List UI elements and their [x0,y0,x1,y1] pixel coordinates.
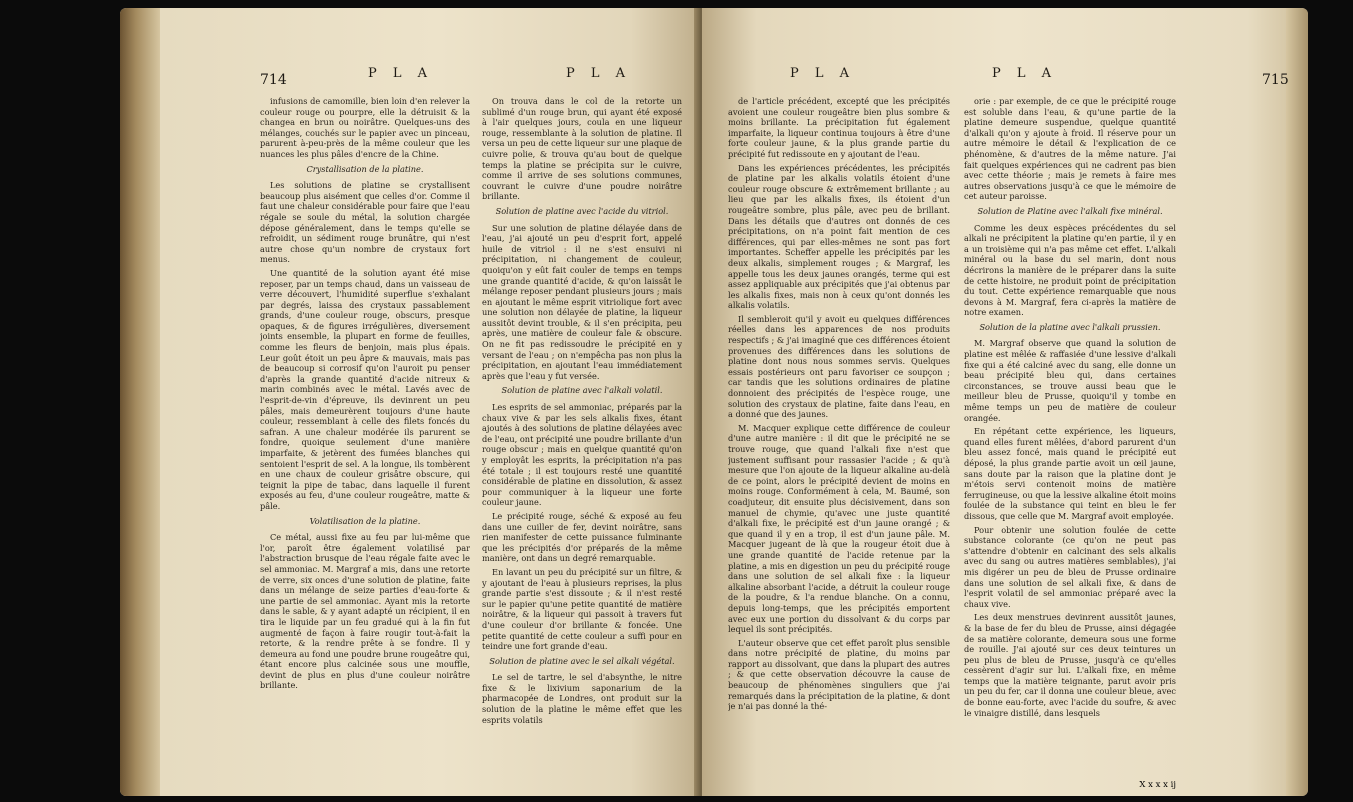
paragraph: M. Macquer explique cette différence de couleur d'une autre manière : il dit que le précipité ne se trouve rouge, que quand l'alkali fixe n'est que justement suffisant pour rassasier l'acide ; & qu'à mesure que l'on ajoute de la liqueur alkaline au-delà de ce point, alors le précipité devient de moins en moins rouge. Conformément à cela, M. Baumé, son coadjuteur, dit ensuite plus décisivement, dans son manuel de chymie, qu'avec une juste quantité d'alkali fixe, le précipité est d'un jaune orangé ; & que quand il y en a trop, il est d'un jaune pâle. M. Macquer jugeant de là que la rougeur étoit due à une grande quantité de l'acide retenue par la platine, a mis en digestion un peu du précipité rouge dans une solution de sel alkali fixe : la liqueur alkaline absorbant l'acide, a détruit la couleur rouge de la poudre, & l'a rendue blanche. On a connu, depuis long-temps, que les précipités emportent avec eux une portion du dissolvant & du corps par lequel ils sont précipités. [728,422,950,635]
left-page-edge [120,8,160,796]
open-book [120,8,1308,796]
right-page-column-2 [964,96,1176,772]
paragraph: Il sembleroit qu'il y avoit eu quelques différences réelles dans les apparences de nos produits respectifs ; & j'ai imaginé que ces différences étoient provenues des différences dans les solutions de platine dont nous nous sommes servis. Quelques essais postérieurs ont paru favoriser ce soupçon ; car tandis que les solutions ordinaires de platine donnoient des précipités de l'espèce rouge, une solution des crystaux de platine, faite dans l'eau, en a donné que des jaunes. [728,313,950,420]
section-heading: Solution de platine avec le sel alkali végétal. [489,655,675,666]
running-header-left-2: P L A [566,66,632,81]
paragraph: M. Margraf observe que quand la solution de platine est mêlée & raffasiée d'une lessive d'alkali fixe qui a été calciné avec du sang, elle donne un beau précipité bleu qui, dans certaines circonstances, se trouve aussi beau que le meilleur bleu de Prusse, quoiqu'il y tombe en même temps un peu de matière de couleur orangée. [964,338,1176,423]
paragraph: Le sel de tartre, le sel d'absynthe, le nitre fixe & le lixivium saponarium de la pharmacopée de Londres, ont produit sur la solution de la platine le même effet que les esprits volatils [482,672,682,725]
running-header-left-1: P L A [368,66,434,81]
signature-mark: X x x x ij [1139,780,1176,790]
left-page [120,8,700,796]
running-header-right-1: P L A [790,66,856,81]
paragraph: Ce métal, aussi fixe au feu par lui-même que l'or, paroît être également volatilisé par l'abstraction brusque de l'eau régale faite avec le sel ammoniac. M. Margraf a mis, dans une retorte de verre, six onces d'une solution de platine, faite dans un mélange de seize parties d'eau-forte & une partie de sel ammoniac. Ayant mis la retorte dans le sable, & y ayant adapté un récipient, il en tira le liquide par un feu gradué qui à la fin fut augmenté de façon à faire rougir tout-à-fait la retorte, & la rendre prête à se fondre. Il y demeura au fond une poudre brune rougeâtre qui, étant encore plus calcinée sous une mouffle, devint de plus en plus d'une couleur noirâtre brillante. [260,532,470,691]
left-page-column-2 [482,96,682,786]
paragraph: En répétant cette expérience, les liqueurs, quand elles furent mêlées, d'abord parurent d'un bleu assez foncé, mais quand le précipité eut déposé, la plus grande partie avoit un œil jaune, sans doute par la raison que la platine dont je m'étois servi contenoit moins de matière ferrugineuse, ou que la lessive alkaline étoit moins foulée de la substance qui teint en bleu le fer dissous, que celle que M. Margraf avoit employée. [964,426,1176,521]
paragraph: de l'article précédent, excepté que les précipités avoient une couleur rougeâtre bien plus sombre & moins brillante. La précipitation fut également imparfaite, la liqueur continua toujours à être d'une forte couleur jaune, & la plus grande partie du précipité fut redissoute en y ajoutant de l'eau. [728,96,950,159]
paragraph: infusions de camomille, bien loin d'en relever la couleur rouge ou pourpre, elle la détruisit & la changea en brun ou noirâtre. Quelques-uns des mélanges, couchés sur le papier avec un pinceau, parurent à-peu-près de la même couleur que les nuances les plus pâles d'encre de la Chine. [260,96,470,159]
right-page [702,8,1308,796]
right-page-column-1 [728,96,950,786]
paragraph: Dans les expériences précédentes, les précipités de platine par les alkalis volatils étoient d'une couleur rouge obscure & extrêmement brillante ; au lieu que par les alkalis fixes, ils étoient d'un rougeâtre sombre, plus pâle, avec peu de brillant. Dans les détails que d'autres ont donnés de ces précipitations, on n'a point fait mention de ces différences, qui par elles-mêmes ne sont pas fort importantes. Scheffer appelle les précipités par les deux alkalis, simplement rouges ; & Margraf, les appelle tous les deux jaunes orangés, terme qui est assez appliquable aux précipités que j'ai obtenus par les alkalis fixes, mais non à ceux qu'ont donnés les alkalis volatils. [728,162,950,311]
right-page-edge [1286,8,1308,796]
section-heading: Solution de platine avec l'acide du vitriol. [495,205,669,216]
paragraph: En lavant un peu du précipité sur un filtre, & y ajoutant de l'eau à plusieurs reprises, la plus grande partie s'est dissoute ; & il n'est resté sur le papier qu'une petite quantité de matière noirâtre, & la liqueur qui passoit à travers fut d'une couleur d'or brillante & foncée. Une petite quantité de cette couleur a suffi pour en teindre une fort grande d'eau. [482,566,682,652]
paragraph: Les solutions de platine se crystallisent beaucoup plus aisément que celles d'or. Comme il faut une chaleur considérable pour faire que l'eau régale se soule du métal, la solution chargée dépose généralement, dans le temps qu'elle se refroidit, un sédiment rouge brunâtre, qui n'est autre chose qu'un nombre de crystaux fort menus. [260,180,470,265]
section-heading: Solution de la platine avec l'alkali prussien. [979,321,1161,332]
paragraph: On trouva dans le col de la retorte un sublimé d'un rouge brun, qui ayant été exposé à l'air quelques jours, coula en une liqueur rouge, ressemblante à la solution de platine. Il versa un peu de cette liqueur sur une plaque de cuivre polie, & trouva qu'au bout de quelque temps la platine se précipita sur le cuivre, comme il arrive de ses solutions communes, couvrant le cuivre d'une poudre noirâtre brillante. [482,96,682,202]
paragraph: L'auteur observe que cet effet paroît plus sensible dans notre précipité de platine, du moins par rapport au dissolvant, que dans la plupart des autres ; & que cette observation découvre la cause de beaucoup de phénomènes singuliers que j'ai remarqués dans la précipitation de la platine, & dont je n'ai pas donné la thé- [728,637,950,712]
page-number-right: 715 [1262,72,1289,88]
paragraph: Comme les deux espèces précédentes du sel alkali ne précipitent la platine qu'en partie, il y en a un troisième qui n'a pas même cet effet. L'alkali minéral ou la base du sel marin, dont nous décrirons la manière de le préparer dans la suite de cette histoire, ne produit point de précipitation du tout. Cette expérience remarquable que nous devons à M. Margraf, fera ci-après la matière de notre examen. [964,222,1176,318]
paragraph: Les esprits de sel ammoniac, préparés par la chaux vive & par les sels alkalis fixes, étant ajoutés à des solutions de platine délayées avec de l'eau, ont précipité une poudre brillante d'un rouge obscur ; mais en quelque quantité qu'on y employât les esprits, la précipitation n'a pas été totale ; il est toujours resté une quantité considérable de platine en dissolution, & assez pour communiquer à la liqueur une forte couleur jaune. [482,402,682,508]
running-header-right-2: P L A [992,66,1058,81]
paragraph: orie : par exemple, de ce que le précipité rouge est soluble dans l'eau, & qu'une partie de la platine demeure suspendue, quelque quantité d'alkali qu'on y ajoute à froid. Il réserve pour un autre mémoire le détail & l'explication de ce phénomène, & d'autres de la même nature. J'ai fait quelques expériences qui ne cadrent pas bien avec cette théorie ; mais je remets à faire mes autres observations jusqu'à ce que le mémoire de cet auteur paroisse. [964,96,1176,202]
section-heading: Volatilisation de la platine. [309,515,421,526]
section-heading: Solution de Platine avec l'alkali fixe minéral. [977,205,1163,216]
paragraph: Une quantité de la solution ayant été mise reposer, par un temps chaud, dans un vaisseau de verre découvert, l'humidité superflue s'exhalant par degrés, laissa des crystaux passablement grands, d'une couleur rouge, obscurs, presque opaques, & de figures irrégulières, diversement joints ensemble, la plupart en forme de feuilles, comme les fleurs de benjoin, mais plus épais. Leur goût étoit un peu âpre & mauvais, mais pas de beaucoup si corrosif qu'on l'auroit pu penser d'après la grande quantité d'acide nitreux & marin combinés avec le métal. Lavés avec de l'esprit-de-vin d'épreuve, ils devinrent un peu pâles, mais demeurèrent toujours d'une haute couleur, ressemblant à celle des filets foncés du safran. A une chaleur modérée ils parurent se fondre, quoique seulement d'une manière imparfaite, & jetèrent des fumées blanches qui sentoient l'esprit de sel. A la longue, ils tombèrent en une chaux de couleur grisâtre obscure, qui teignit la pipe de tabac, dans laquelle il furent exposés au feu, d'une couleur rougeâtre, matte & pâle. [260,267,470,511]
paragraph: Les deux menstrues devinrent aussitôt jaunes, & la base de fer du bleu de Prusse, ainsi dégagée de sa matière colorante, demeura sous une forme de rouille. J'ai ajouté sur ces deux teintures un peu plus de bleu de Prusse, jusqu'à ce qu'elles cessèrent d'agir sur lui. L'alkali fixe, en même temps que la matière teignante, parut avoir pris un peu du fer, car il donna une couleur bleue, avec de bonne eau-forte, avec l'acide du soufre, & avec le vinaigre distillé, dans lesquels [964,612,1176,718]
paragraph: Pour obtenir une solution foulée de cette substance colorante (ce qu'on ne peut pas s'attendre d'obtenir en calcinant des sels alkalis avec du sang ou autres matières semblables), j'ai mis digérer un peu de bleu de Prusse ordinaire dans une solution de sel alkali fixe, & dans de l'esprit volatil de sel ammoniac préparé avec la chaux vive. [964,524,1176,609]
paragraph: Sur une solution de platine délayée dans de l'eau, j'ai ajouté un peu d'esprit fort, appelé huile de vitriol : il ne s'est ensuivi ni précipitation, ni changement de couleur, quoiqu'on y eût fait couler de temps en temps une grande quantité d'acide, & qu'on laissât le mélange reposer pendant plusieurs jours ; mais en ajoutant le même esprit vitriolique fort avec une solution non délayée de platine, la liqueur aussitôt devint trouble, & il s'en précipita, peu après, une matière de couleur fale & obscure. On ne fit pas redissoudre le précipité en y versant de l'eau ; on n'empêcha pas non plus la précipitation, en ajoutant l'eau immédiatement après que l'eau y fut versée. [482,222,682,381]
left-page-column-1 [260,96,470,786]
section-heading: Crystallisation de la platine. [306,163,424,174]
paragraph: Le précipité rouge, séché & exposé au feu dans une cuiller de fer, devint noirâtre, sans rien manifester de cette puissance fulminante que les précipités d'or préparés de la même manière, ont dans un degré remarquable. [482,510,682,564]
page-number-left: 714 [260,72,287,88]
section-heading: Solution de platine avec l'alkali volatil. [501,385,663,396]
